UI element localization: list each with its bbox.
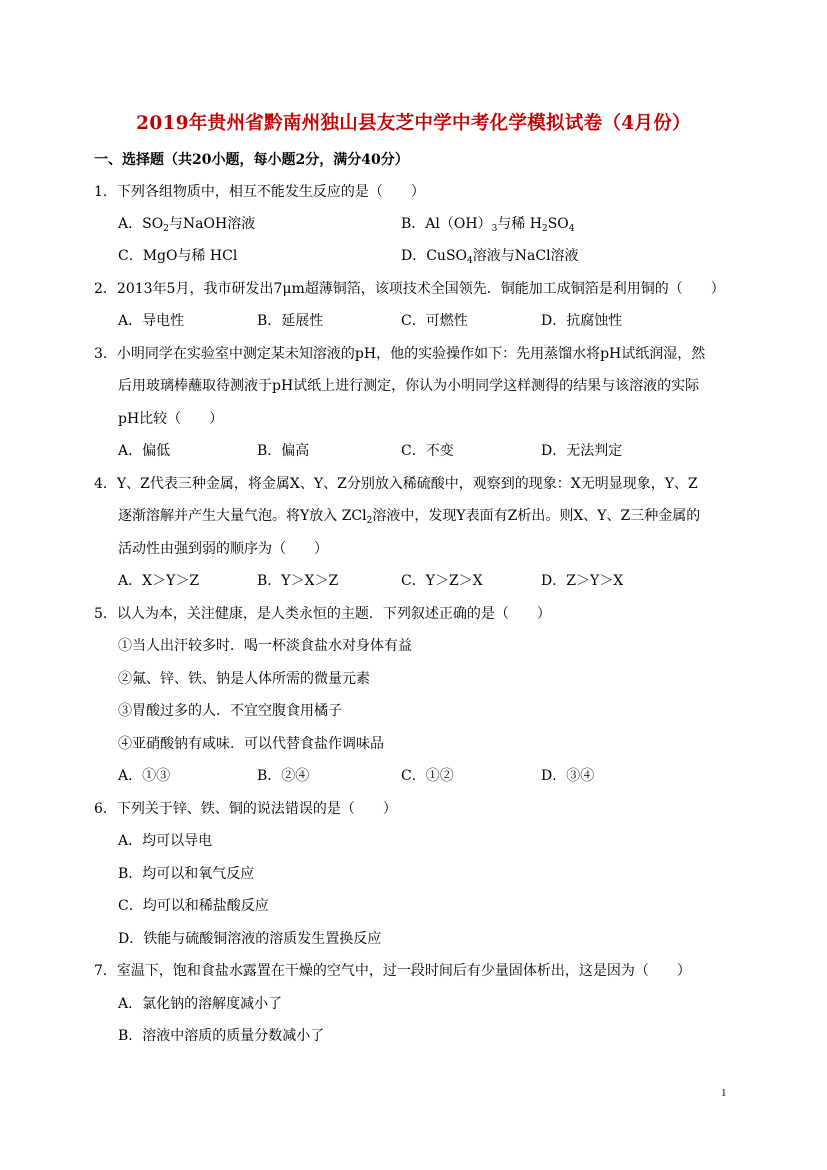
q4-option-a: A．X＞Y＞Z: [118, 573, 200, 589]
page-number: 1: [721, 1087, 727, 1099]
q6-option-c: C．均可以和稀盐酸反应: [118, 898, 269, 914]
q4-stem-line2: 逐渐溶解并产生大量气泡。将Y放入 ZCl$_2$溶液中，发现Y表面有Z析出。则X、Y、Z三种金属的: [118, 508, 701, 526]
exam-title: 2019年贵州省黔南州独山县友芝中学中考化学模拟试卷（4月份）: [136, 113, 691, 134]
section-heading: 一、选择题（共20小题，每小题2分，满分40分）: [94, 152, 409, 168]
q1-stem: 1．下列各组物质中，相互不能发生反应的是（ ）: [94, 184, 425, 200]
q7-stem: 7．室温下，饱和食盐水露置在干燥的空气中，过一段时间后有少量固体析出，这是因为（ ）: [94, 963, 691, 979]
q1-option-c: C．MgO与稀 HCl: [118, 248, 238, 264]
q5-option-c: C．①②: [401, 768, 454, 784]
q3-option-d: D．无法判定: [541, 443, 623, 459]
q1-option-a: A．$SO_2$与NaOH溶液: [118, 216, 256, 234]
q2-option-c: C．可燃性: [401, 313, 468, 329]
q7-option-b: B．溶液中溶质的质量分数减小了: [118, 1028, 325, 1044]
q5-option-d: D．③④: [541, 768, 595, 784]
q2-option-a: A．导电性: [118, 313, 185, 329]
q5-stem: 5．以人为本，关注健康，是人类永恒的主题．下列叙述正确的是（ ）: [94, 606, 551, 622]
q4-option-d: D．Z＞Y＞X: [541, 573, 624, 589]
q5-statement-2: ②氟、锌、铁、钠是人体所需的微量元素: [118, 671, 370, 687]
q5-option-a: A．①③: [118, 768, 171, 784]
q2-option-d: D．抗腐蚀性: [541, 313, 623, 329]
q4-stem-line1: 4．Y、Z代表三种金属，将金属X、Y、Z分别放入稀硫酸中，观察到的现象：X无明显现象，Y、Z: [94, 476, 698, 492]
q4-stem-line3: 活动性由强到弱的顺序为（ ）: [118, 541, 328, 557]
q5-statement-3: ③胃酸过多的人．不宜空腹食用橘子: [118, 703, 342, 719]
q4-option-b: B．Y＞X＞Z: [257, 573, 339, 589]
q2-option-b: B．延展性: [257, 313, 324, 329]
q5-option-b: B．②④: [257, 768, 310, 784]
q2-stem: 2．2013年5月，我市研发出7μm超薄铜箔，该项技术全国领先．铜能加工成铜箔是利用铜的（ ）: [94, 281, 725, 297]
q3-option-b: B．偏高: [257, 443, 310, 459]
q3-option-a: A．偏低: [118, 443, 171, 459]
q6-option-a: A．均可以导电: [118, 833, 213, 849]
q3-stem-line2: 后用玻璃棒蘸取待测液于pH试纸上进行测定，你认为小明同学这样测得的结果与该溶液的实际: [118, 378, 700, 394]
q3-option-c: C．不变: [401, 443, 454, 459]
q3-stem-line1: 3．小明同学在实验室中测定某未知溶液的pH，他的实验操作如下：先用蒸馏水将pH试纸润湿，然: [94, 346, 706, 362]
q3-stem-line3: pH比较（ ）: [118, 411, 224, 427]
q5-statement-1: ①当人出汗较多时．喝一杯淡食盐水对身体有益: [118, 638, 412, 654]
q6-option-d: D．铁能与硫酸铜溶液的溶质发生置换反应: [118, 931, 382, 947]
q1-option-d: D．CuSO$_4$溶液与NaCl溶液: [401, 248, 579, 266]
q1-option-b: B．$Al(OH)_3$与稀 $H_2SO_4$: [401, 216, 575, 234]
q5-statement-4: ④亚硝酸钠有咸味．可以代替食盐作调味品: [118, 736, 384, 752]
q4-option-c: C．Y＞Z＞X: [401, 573, 483, 589]
q6-stem: 6．下列关于锌、铁、铜的说法错误的是（ ）: [94, 801, 397, 817]
q7-option-a: A．氯化钠的溶解度减小了: [118, 996, 283, 1012]
q6-option-b: B．均可以和氧气反应: [118, 866, 255, 882]
